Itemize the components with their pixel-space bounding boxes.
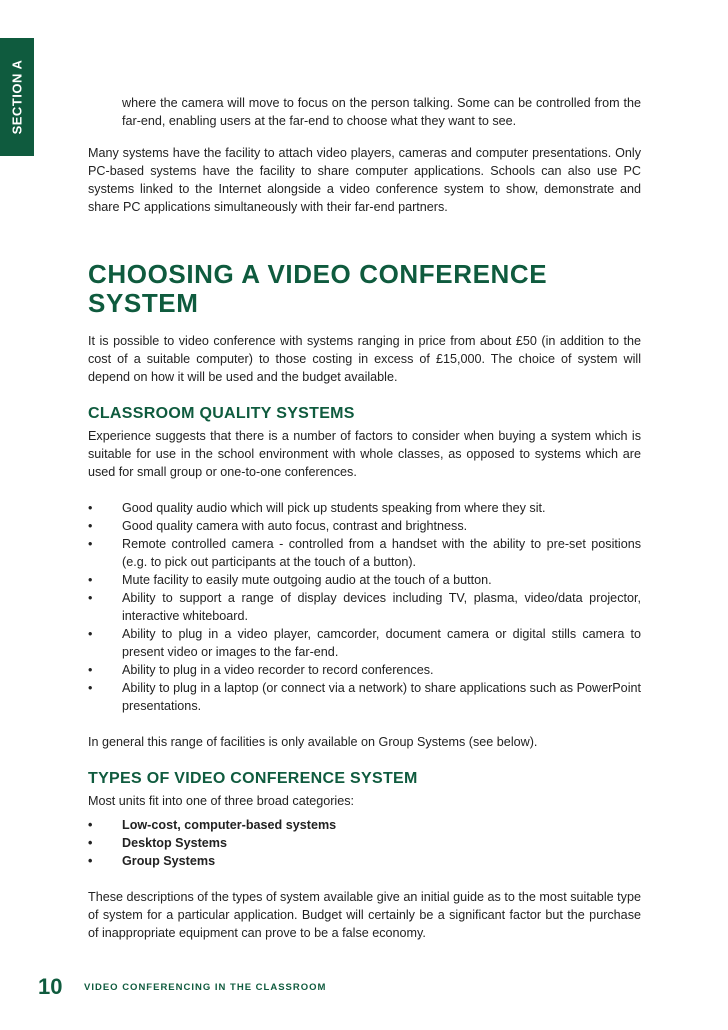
choosing-heading: CHOOSING A VIDEO CONFERENCE SYSTEM <box>88 259 548 318</box>
classroom-paragraph: Experience suggests that there is a number of factors to consider when buying a system which is suitable for use in the school environment with whole classes, as opposed to systems which are used for small group or one-to-one conferences. <box>88 429 641 479</box>
intro-continued-text: where the camera will move to focus on the person talking. Some can be controlled from the far-end, enabling users at the far-end to choose what they want to see. <box>122 96 641 128</box>
types-closing: These descriptions of the types of system available give an initial guide as to the most suitable type of system for a particular application. Budget will certainly be a significant factor but the purchase of inappropriate equipment can prove to be a false economy. <box>88 890 641 940</box>
list-item: • Ability to support a range of display devices including TV, plasma, video/data projector, interactive whiteboard. <box>88 589 641 625</box>
types-paragraph: Most units fit into one of three broad categories: <box>88 794 355 808</box>
classroom-closing: In general this range of facilities is only available on Group Systems (see below). <box>88 735 538 749</box>
list-item: • Low-cost, computer-based systems <box>88 816 641 834</box>
list-item: • Remote controlled camera - controlled from a handset with the ability to pre-set positions (e.g. to pick out participants at the touch of a button). <box>88 535 641 571</box>
classroom-bullet-list <box>88 499 641 715</box>
classroom-heading: CLASSROOM QUALITY SYSTEMS <box>88 405 355 422</box>
section-tab-label: SECTION A <box>9 59 25 135</box>
list-item: • Ability to plug in a laptop (or connect via a network) to share applications such as PowerPoint presentations. <box>88 679 641 715</box>
list-item: • Group Systems <box>88 852 641 870</box>
list-item: • Good quality audio which will pick up students speaking from where they sit. <box>88 499 641 517</box>
footer-title: VIDEO CONFERENCING IN THE CLASSROOM <box>84 982 327 993</box>
list-item: • Desktop Systems <box>88 834 641 852</box>
list-item: • Ability to plug in a video recorder to record conferences. <box>88 661 641 679</box>
choosing-paragraph: It is possible to video conference with systems ranging in price from about £50 (in addition to the cost of a suitable computer) to those costing in excess of £15,000. The choice of system will depend on how it will be used and the budget available. <box>88 334 641 384</box>
types-bullet-list <box>88 816 641 870</box>
list-item: • Ability to plug in a video player, camcorder, document camera or digital stills camera to present video or images to the far-end. <box>88 625 641 661</box>
intro-paragraph: Many systems have the facility to attach video players, cameras and computer presentations. Only PC-based systems have the facility to share computer applications. Schools can also use PC systems linked to the Internet alongside a video conference system to show, demonstrate and share PC applications simultaneously with their far-end partners. <box>88 146 641 214</box>
list-item: • Mute facility to easily mute outgoing audio at the touch of a button. <box>88 571 641 589</box>
section-tab <box>0 38 34 156</box>
page-number: 10 <box>38 974 63 999</box>
list-item: • Good quality camera with auto focus, contrast and brightness. <box>88 517 641 535</box>
page-content <box>88 94 641 942</box>
types-heading: TYPES OF VIDEO CONFERENCE SYSTEM <box>88 770 418 787</box>
